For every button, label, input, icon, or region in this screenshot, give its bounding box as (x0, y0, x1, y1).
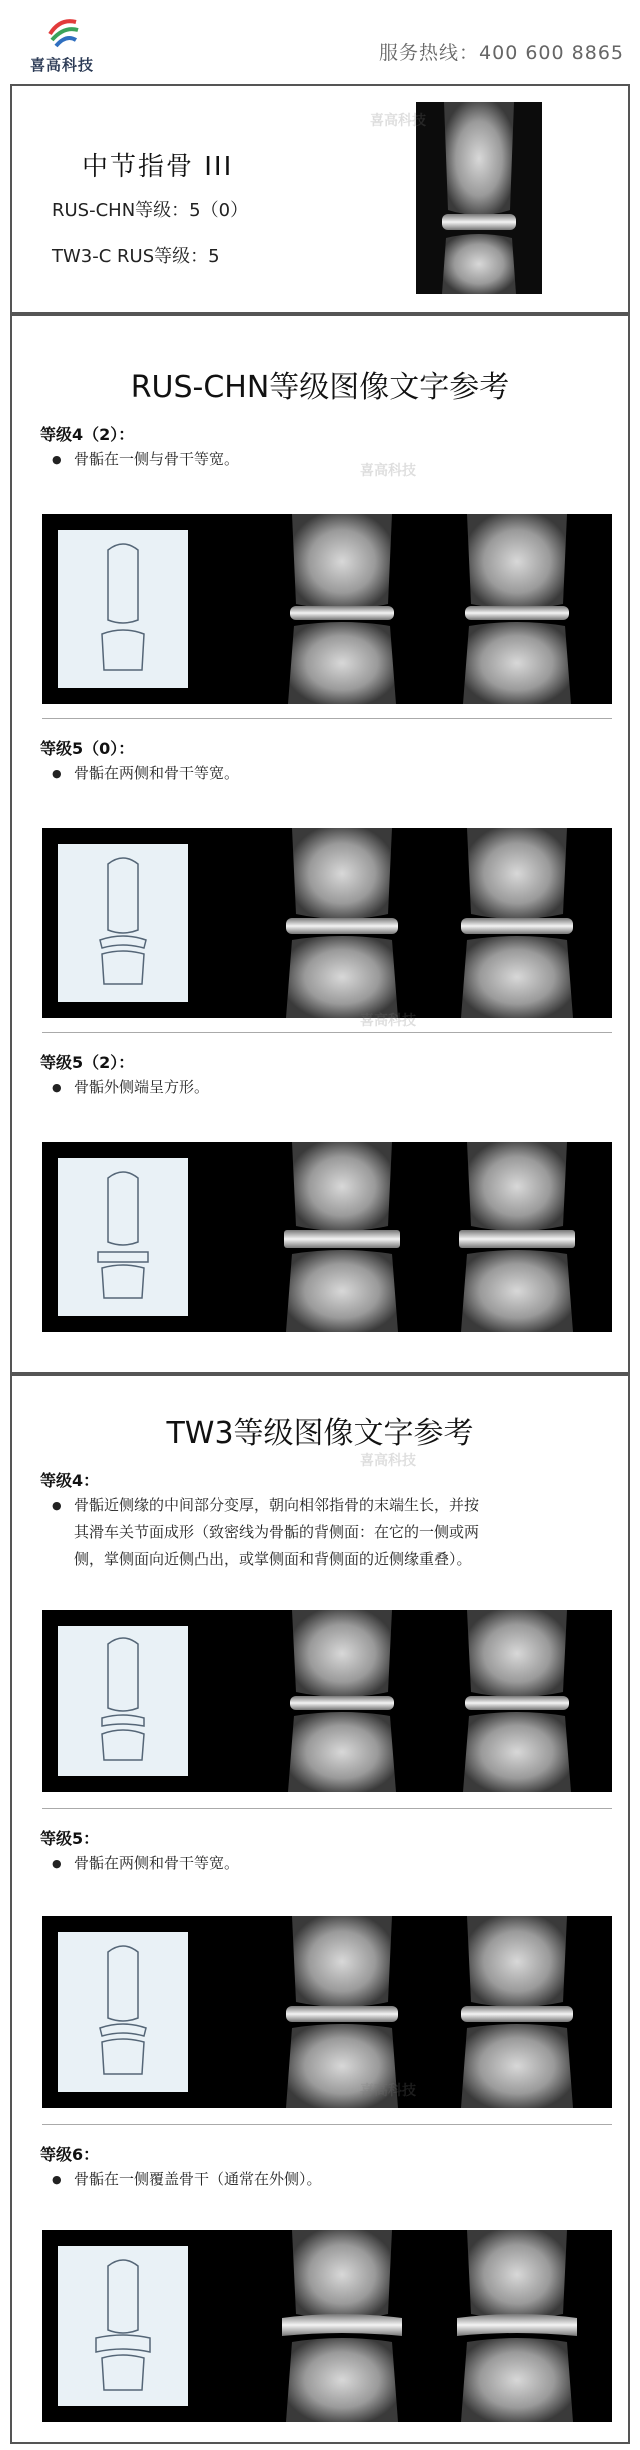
bone-name-title: 中节指骨 III (82, 152, 234, 182)
logo-text: 喜高科技 (30, 56, 95, 74)
xray-image (427, 514, 607, 704)
xray-image (252, 1610, 432, 1792)
service-hotline: 服务热线：400 600 8865 (379, 42, 624, 64)
watermark: 喜高科技 (360, 1453, 416, 1469)
tw3-grade: TW3-C RUS等级：5 (52, 246, 220, 267)
rus-chn-grade: RUS-CHN等级：5（0） (52, 200, 249, 221)
bone-sketch-image (58, 530, 188, 688)
logo-icon (46, 14, 82, 50)
xray-image (252, 1142, 432, 1332)
divider (42, 1032, 612, 1033)
rus-grade-label: 等级5（2）： (40, 1053, 135, 1072)
tw3-reference-panel (10, 1374, 630, 2444)
tw3-grade-description: ● 骨骺在两侧和骨干等宽。 (74, 1850, 239, 1877)
xray-image (427, 2230, 607, 2422)
xray-image (427, 1142, 607, 1332)
tw3-grade-image-strip (42, 2230, 612, 2422)
bone-sketch-image (58, 1626, 188, 1776)
tw3-grade-label: 等级4： (40, 1471, 100, 1490)
tw3-grade-label: 等级6： (40, 2145, 100, 2164)
bone-sketch-image (58, 2246, 188, 2406)
rus-section-title: RUS-CHN等级图像文字参考 (130, 370, 510, 405)
tw3-grade-description: ● 骨骺近侧缘的中间部分变厚，朝向相邻指骨的末端生长，并按 (74, 1492, 479, 1519)
divider (42, 1808, 612, 1809)
bone-sketch-image (58, 1158, 188, 1316)
xray-image (427, 1916, 607, 2108)
watermark: 喜高科技 (360, 463, 416, 479)
tw3-grade-image-strip (42, 1610, 612, 1792)
divider (42, 2124, 612, 2125)
rus-grade-description: ● 骨骺在两侧和骨干等宽。 (74, 760, 239, 787)
watermark: 喜高科技 (360, 1013, 416, 1029)
divider (42, 718, 612, 719)
watermark: 喜高科技 (360, 2083, 416, 2099)
rus-grade-label: 等级5（0）： (40, 739, 135, 758)
rus-grade-label: 等级4（2）： (40, 425, 135, 444)
tw3-grade-label: 等级5： (40, 1829, 100, 1848)
tw3-grade-description-cont: 其滑车关节面成形（致密线为骨骺的背侧面：在它的一侧或两 (74, 1523, 480, 1541)
xray-image (427, 1610, 607, 1792)
tw3-grade-description: ● 骨骺在一侧覆盖骨干（通常在外侧）。 (74, 2166, 322, 2193)
xray-image (252, 514, 432, 704)
rus-grade-image-strip (42, 1142, 612, 1332)
rus-grade-description: ● 骨骺在一侧与骨干等宽。 (74, 446, 239, 473)
bone-sketch-image (58, 844, 188, 1002)
tw3-grade-description-cont: 侧，掌侧面向近侧凸出，或掌侧面和背侧面的近侧缘重叠）。 (74, 1550, 472, 1568)
watermark: 喜高科技 (370, 113, 426, 129)
xray-image (427, 828, 607, 1018)
rus-chn-reference-panel (10, 314, 630, 1374)
rus-grade-image-strip (42, 514, 612, 704)
xray-image (252, 2230, 432, 2422)
rus-grade-image-strip (42, 828, 612, 1018)
page-header (0, 0, 640, 80)
bone-sketch-image (58, 1932, 188, 2092)
tw3-grade-image-strip (42, 1916, 612, 2108)
main-xray-image (416, 102, 542, 294)
tw3-section-title: TW3等级图像文字参考 (166, 1416, 474, 1451)
rus-grade-description: ● 骨骺外侧端呈方形。 (74, 1074, 209, 1101)
xray-image (252, 828, 432, 1018)
summary-panel (10, 84, 630, 314)
